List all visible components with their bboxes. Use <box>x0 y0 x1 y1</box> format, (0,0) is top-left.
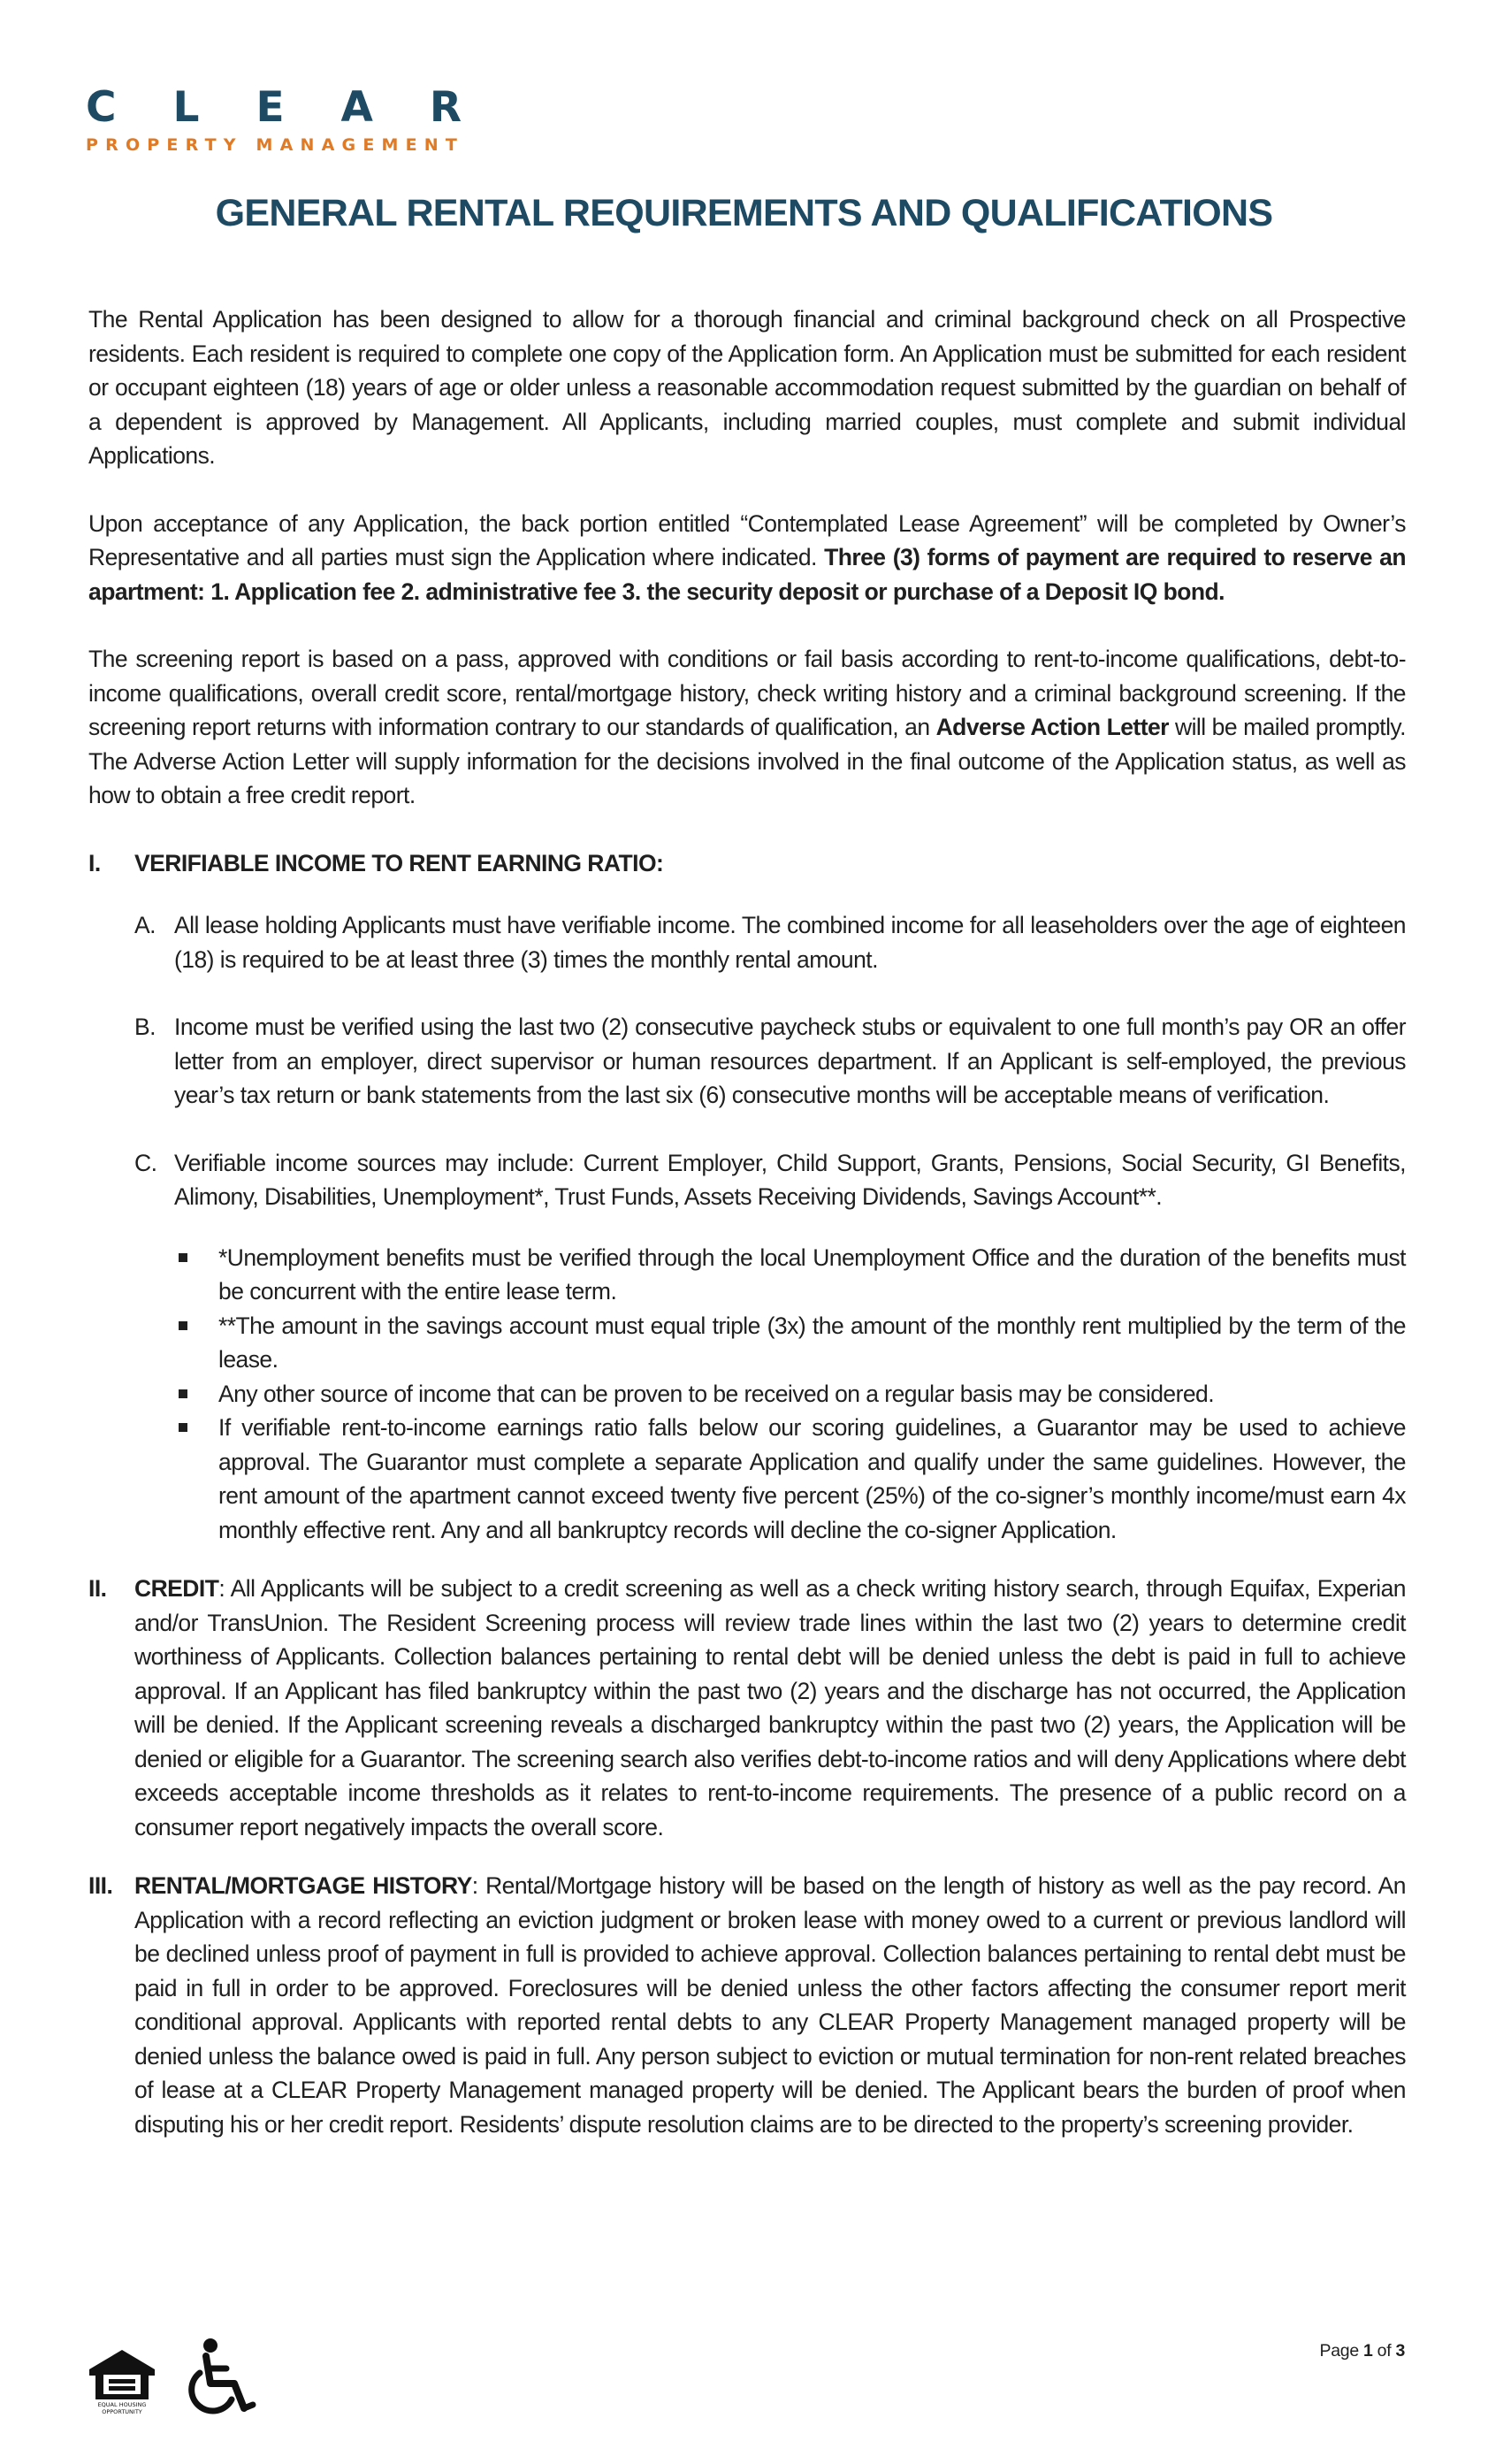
list-item-letter: A. <box>134 912 156 938</box>
list-item-letter: C. <box>134 1149 157 1176</box>
list-item-text: All lease holding Applicants must have verifiable income. The combined income for all leaseholders over the age of eighteen (18) is required to be at least three (3) times the monthly rental amount. <box>174 912 1406 973</box>
wheelchair-icon <box>184 2338 258 2423</box>
intro-paragraph-3-text-end: will be mailed promptly. The Adverse Action Letter will supply information for the decisions involved in the final outcome of the Application status, as well as how to obtain a free credit report. <box>88 714 1406 808</box>
logo-wordmark: CLEAR <box>86 83 519 132</box>
page-number-of: of <box>1372 2341 1396 2361</box>
section-3-rental-history <box>88 1869 1406 2141</box>
page-number-prefix: Page <box>1319 2341 1363 2361</box>
list-item-text: Verifiable income sources may include: Current Employer, Child Support, Grants, Pensions, Social Security, GI Benefits, Alimony, Disabilities, Unemployment*, Trust Funds, Assets Receiving Dividends, Savings Account**. <box>174 1149 1406 1210</box>
payment-requirements: Three (3) forms of payment are required to reserve an apartment: 1. Application fee 2. administrative fee 3. the security deposit or purchase of a Deposit IQ bond. <box>88 544 1406 605</box>
list-item-letter: B. <box>134 1014 156 1040</box>
list-item <box>134 1010 1406 1113</box>
logo-subtitle: PROPERTY MANAGEMENT <box>86 135 465 155</box>
svg-text:OPPORTUNITY: OPPORTUNITY <box>102 2408 142 2415</box>
bullet-item <box>174 1241 1406 1309</box>
list-item <box>134 1146 1406 1214</box>
income-requirements-list <box>88 908 1406 1214</box>
section-1-title: VERIFIABLE INCOME TO RENT EARNING RATIO: <box>134 849 664 876</box>
equal-housing-icon <box>88 2348 156 2420</box>
page-title: GENERAL RENTAL REQUIREMENTS AND QUALIFICATIONS <box>215 192 1273 234</box>
section-3-text <box>134 1869 1406 2141</box>
bullet-text: If verifiable rent-to-income earnings ratio falls below our scoring guidelines, a Guarantor may be used to achieve approval. The Guarantor must complete a separate Application and qualify under the same guidelines. However, the rent amount of the apartment cannot exceed twenty five percent (25%) of the co-signer’s monthly income/must earn 4x monthly effective rent. Any and all bankruptcy records will decline the co-signer Application. <box>218 1414 1406 1543</box>
list-item-text: Income must be verified using the last two (2) consecutive paycheck stubs or equivalent to one full month’s pay OR an offer letter from an employer, direct supervisor or human resources department. If an Applicant is self-employed, the previous year’s tax return or bank statements from the last six (6) consecutive months will be acceptable means of verification. <box>174 1014 1406 1108</box>
bullet-item <box>174 1377 1406 1412</box>
page-current: 1 <box>1363 2341 1373 2361</box>
intro-paragraph-3 <box>88 642 1406 813</box>
bullet-text: **The amount in the savings account must equal triple (3x) the amount of the monthly rent multiplied by the term of the lease. <box>218 1312 1406 1373</box>
section-3-body: : Rental/Mortgage history will be based on the length of history as well as the pay record. An Application with a record reflecting an eviction judgment or broken lease with money owed to a current or previous landlord will be declined unless proof of payment in full is provided to achieve approval. Collection balances pertaining to rental debt must be paid in full in order to be approved. Foreclosures will be denied unless the other factors affecting the consumer report merit conditional approval. Applicants with reported rental debts to any CLEAR Property Management managed property will be denied unless the balance owed is paid in full. Any person subject to eviction or mutual termination for non-rent related breaches of lease at a CLEAR Property Management managed property will be denied. The Applicant bears the burden of proof when disputing his or her credit report. Residents’ dispute resolution claims are to be directed to the property’s screening provider. <box>134 1872 1406 2138</box>
section-3-title: RENTAL/MORTGAGE HISTORY <box>134 1872 472 1899</box>
square-bullet-icon <box>179 1321 187 1330</box>
intro-paragraph-2 <box>88 507 1406 609</box>
bullet-text: Any other source of income that can be proven to be received on a regular basis may be considered. <box>218 1380 1215 1407</box>
section-2-title: CREDIT <box>134 1575 219 1602</box>
intro-paragraph-2-text: Upon acceptance of any Application, the back portion entitled “Contemplated Lease Agreement” will be completed by Owner’s Representative and all parties must sign the Application where indicated. <box>88 509 1406 570</box>
adverse-action-letter-term: Adverse Action Letter <box>935 714 1169 740</box>
document-body <box>88 302 1406 2141</box>
section-3-number: III. <box>88 1872 113 1899</box>
section-2-text <box>134 1572 1406 1844</box>
section-1-heading <box>88 846 1406 881</box>
page-total: 3 <box>1395 2341 1405 2361</box>
section-2-body: : All Applicants will be subject to a credit screening as well as a check writing history search, through Equifax, Experian and/or TransUnion. The Resident Screening process will review trade lines within the last two (2) years to determine credit worthiness of Applicants. Collection balances pertaining to rental debt will be denied unless the debt is paid in full to achieve approval. If an Applicant has filed bankruptcy within the past two (2) years and the discharge has not occurred, the Application will be denied. If the Applicant screening reveals a discharged bankruptcy within the past two (2) years, the Application will be denied or eligible for a Guarantor. The screening search also verifies debt-to-income ratios and will deny Applications where debt exceeds acceptable income thresholds as it relates to rent-to-income requirements. The presence of a public record on a consumer report negatively impacts the overall score. <box>134 1575 1406 1840</box>
bullet-item <box>174 1309 1406 1377</box>
intro-paragraph-3-text: The screening report is based on a pass, approved with conditions or fail basis according to rent-to-income qualifications, debt-to-income qualifications, overall credit score, rental/mortgage history, check writing history and a criminal background screening. If the screening report returns with information contrary to our standards of qualification, an <box>88 646 1406 740</box>
svg-text:EQUAL HOUSING: EQUAL HOUSING <box>97 2401 147 2408</box>
page-number <box>1320 2341 1405 2361</box>
square-bullet-icon <box>179 1253 187 1262</box>
section-1-number: I. <box>88 849 101 876</box>
intro-paragraph-1: The Rental Application has been designed to allow for a thorough financial and criminal background check on all Prospective residents. Each resident is required to complete one copy of the Application form. An Application must be submitted for each resident or occupant eighteen (18) years of age or older unless a reasonable accommodation request submitted by the guardian on behalf of a dependent is approved by Management. All Applicants, including married couples, must complete and submit individual Applications. <box>88 306 1406 469</box>
bullet-text: *Unemployment benefits must be verified through the local Unemployment Office and the duration of the benefits must be concurrent with the entire lease term. <box>218 1243 1406 1305</box>
square-bullet-icon <box>179 1389 187 1398</box>
square-bullet-icon <box>179 1423 187 1432</box>
income-notes-bullets <box>88 1241 1406 1548</box>
bullet-item <box>174 1411 1406 1547</box>
list-item <box>134 908 1406 976</box>
section-2-number: II. <box>88 1575 107 1602</box>
company-logo <box>86 85 518 155</box>
section-2-credit <box>88 1572 1406 1844</box>
